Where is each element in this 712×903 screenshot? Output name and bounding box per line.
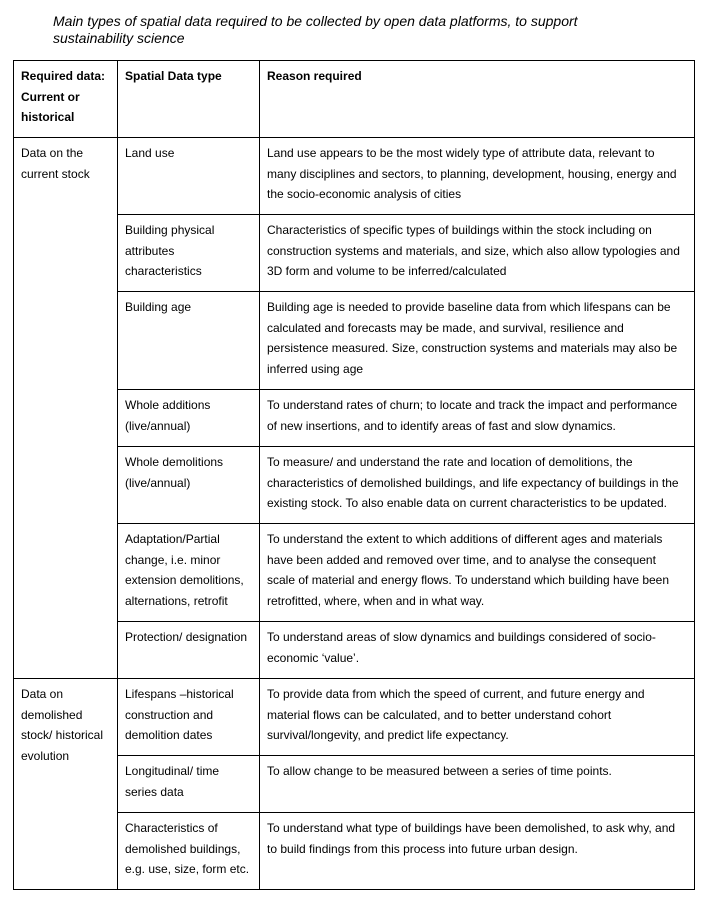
table-row — [14, 679, 695, 756]
header-reason-required: Reason required — [260, 61, 695, 138]
data-type-cell: Whole additions (live/annual) — [118, 390, 260, 447]
data-type-cell: Land use — [118, 138, 260, 215]
header-required-data: Required data: Current or historical — [14, 61, 118, 138]
table-row — [14, 138, 695, 215]
reason-cell: Land use appears to be the most widely type of attribute data, relevant to many disciplines and sectors, to planning, development, housing, energy and the socio-economic analysis of cities — [260, 138, 695, 215]
data-type-cell: Adaptation/Partial change, i.e. minor extension demolitions, alternations, retrofit — [118, 524, 260, 622]
data-type-cell: Protection/ designation — [118, 622, 260, 679]
reason-cell: To understand areas of slow dynamics and buildings considered of socio-economic ‘value’. — [260, 622, 695, 679]
reason-cell: Building age is needed to provide baseline data from which lifespans can be calculated and forecasts may be made, and survival, resilience and persistence measured. Size, construction systems and materials may also be inferred using age — [260, 292, 695, 390]
data-type-cell: Whole demolitions (live/annual) — [118, 447, 260, 524]
data-type-cell: Lifespans –historical construction and demolition dates — [118, 679, 260, 756]
data-type-cell: Building age — [118, 292, 260, 390]
table-header-row — [14, 61, 695, 138]
reason-cell: To understand what type of buildings have been demolished, to ask why, and to build findings from this process into future urban design. — [260, 813, 695, 890]
reason-cell: To understand the extent to which additions of different ages and materials have been added and removed over time, and to analyse the consequent scale of material and energy flows. To understand which building have been retrofitted, where, when and in what way. — [260, 524, 695, 622]
data-type-cell: Building physical attributes characteristics — [118, 215, 260, 292]
header-spatial-data-type: Spatial Data type — [118, 61, 260, 138]
group-label-demolished-stock: Data on demolished stock/ historical evolution — [14, 679, 118, 890]
reason-cell: To understand rates of churn; to locate and track the impact and performance of new insertions, and to identify areas of fast and slow dynamics. — [260, 390, 695, 447]
reason-cell: Characteristics of specific types of buildings within the stock including on construction systems and materials, and size, which also allow typologies and 3D form and volume to be inferred/calculated — [260, 215, 695, 292]
data-type-cell: Longitudinal/ time series data — [118, 756, 260, 813]
group-label-current-stock: Data on the current stock — [14, 138, 118, 679]
spatial-data-table — [13, 60, 695, 890]
reason-cell: To measure/ and understand the rate and location of demolitions, the characteristics of demolished buildings, and life expectancy of buildings in the existing stock. To also enable data on current characteristics to be updated. — [260, 447, 695, 524]
data-type-cell: Characteristics of demolished buildings, e.g. use, size, form etc. — [118, 813, 260, 890]
reason-cell: To provide data from which the speed of current, and future energy and material flows can be calculated, and to better understand cohort survival/longevity, and predict life expectancy. — [260, 679, 695, 756]
reason-cell: To allow change to be measured between a series of time points. — [260, 756, 695, 813]
table-caption: Main types of spatial data required to be collected by open data platforms, to support sustainability science — [53, 13, 578, 46]
